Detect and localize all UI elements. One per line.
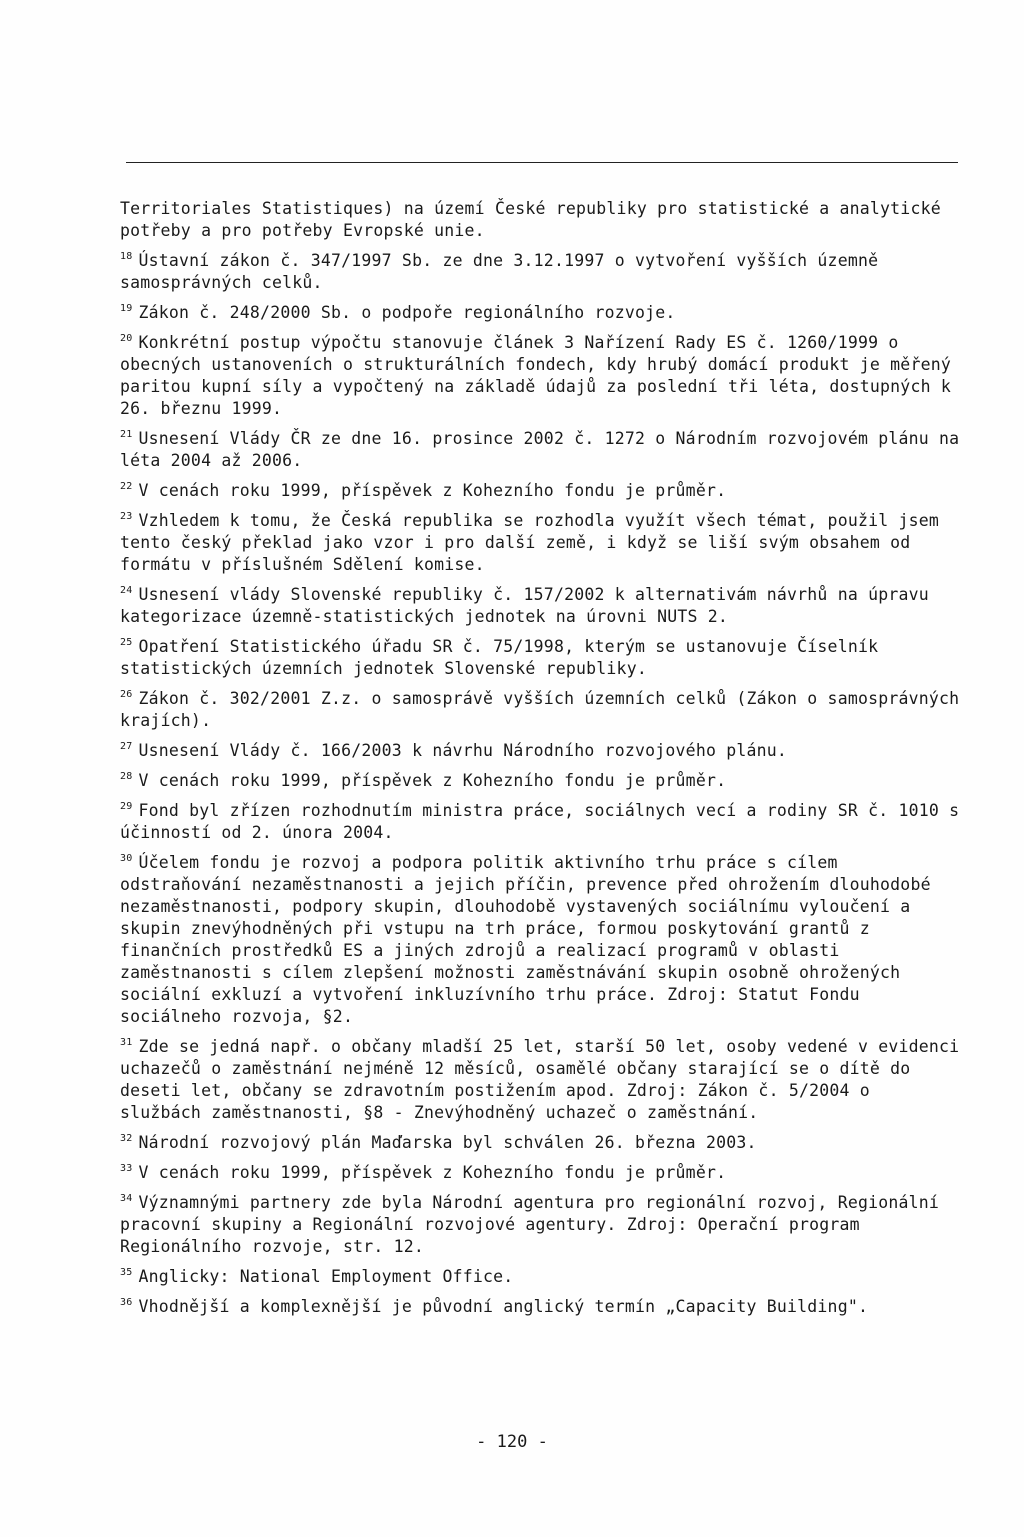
footnote-18: $^{18}$ Ústavní zákon č. 347/1997 Sb. ze dne 3.12.1997 o vytvoření vyšších územně samosprávných celků.: [120, 251, 879, 292]
footnote-continuation: Territoriales Statistiques) na území České republiky pro statistické a analytické potřeby a pro potřeby Evropské unie.: [120, 199, 941, 240]
footnote-20: $^{20}$ Konkrétní postup výpočtu stanovuje článek 3 Nařízení Rady ES č. 1260/1999 o obecných ustanoveních o strukturálních fondech, kdy hrubý domácí produkt je měřený paritou kupní síly a vypočtený na základě údajů za poslední tři léta, dostupných k 26. březnu 1999.: [120, 333, 951, 418]
footnote-34: $^{34}$ Významnými partnery zde byla Národní agentura pro regionální rozvoj, Regionální pracovní skupiny a Regionální rozvojové agentury. Zdroj: Operační program Regionálního rozvoje, str. 12.: [120, 1193, 940, 1256]
footnote-31: $^{31}$ Zde se jedná např. o občany mladší 25 let, starší 50 let, osoby vedené v evidenci uchazečů o zaměstnání nejméně 12 měsíců, osamělé občany starající se o dítě do deseti let, občany se zdravotním postižením apod. Zdroj: Zákon č. 5/2004 o službách zaměstnanosti, §8 - Znevýhodněný uchazeč o zaměstnání.: [120, 1037, 960, 1122]
footnote-35: $^{35}$ Anglicky: National Employment Office.: [120, 1267, 514, 1286]
footnote-28: $^{28}$ V cenách roku 1999, příspěvek z Kohezního fondu je průměr.: [120, 771, 727, 790]
footnote-33: $^{33}$ V cenách roku 1999, příspěvek z Kohezního fondu je průměr.: [120, 1163, 727, 1182]
page-number: - 120 -: [476, 1432, 548, 1452]
footnote-24: $^{24}$ Usnesení vlády Slovenské republiky č. 157/2002 k alternativám návrhů na úpravu kategorizace územně-statistických jednotek na úrovni NUTS 2.: [120, 585, 929, 626]
footnote-30: $^{30}$ Účelem fondu je rozvoj a podpora politik aktivního trhu práce s cílem odstraňování nezaměstnanosti a jejich příčin, prevence před ohrožením dlouhodobé nezaměstnanosti, podpory skupin, dlouhodobě vystavených sociálnímu vyloučení a skupin znevýhodněných při vstupu na trh práce, formou poskytování grantů z finančních prostředků ES a jiných zdrojů a realizací programů v oblasti zaměstnanosti s cílem zlepšení možnosti zaměstnávání skupin osobně ohrožených sociální exkluzí a vytvoření inkluzívního trhu práce. Zdroj: Statut Fondu sociálneho rozvoja, §2.: [120, 853, 931, 1026]
footnotes: [120, 198, 960, 1326]
footnote-32: $^{32}$ Národní rozvojový plán Maďarska byl schválen 26. března 2003.: [120, 1133, 757, 1152]
footnote-29: $^{29}$ Fond byl zřízen rozhodnutím ministra práce, sociálnych vecí a rodiny SR č. 1010 s účinností od 2. února 2004.: [120, 801, 960, 842]
footnote-23: $^{23}$ Vzhledem k tomu, že Česká republika se rozhodla využít všech témat, použil jsem tento český překlad jako vzor i pro další země, i když se liší svým obsahem od formátu v příslušném Sdělení komise.: [120, 511, 940, 574]
footnote-36: $^{36}$ Vhodnější a komplexnější je původní anglický termín „Capacity Building".: [120, 1297, 869, 1316]
footnote-22: $^{22}$ V cenách roku 1999, příspěvek z Kohezního fondu je průměr.: [120, 481, 727, 500]
footnote-27: $^{27}$ Usnesení Vlády č. 166/2003 k návrhu Národního rozvojového plánu.: [120, 741, 788, 760]
footnote-25: $^{25}$ Opatření Statistického úřadu SR č. 75/1998, kterým se ustanovuje Číselník statistických územních jednotek Slovenské republiky.: [120, 637, 879, 678]
footnote-26: $^{26}$ Zákon č. 302/2001 Z.z. o samosprávě vyšších územních celků (Zákon o samosprávných krajích).: [120, 689, 960, 730]
footnote-21: $^{21}$ Usnesení Vlády ČR ze dne 16. prosince 2002 č. 1272 o Národním rozvojovém plánu na léta 2004 až 2006.: [120, 429, 960, 470]
footnote-19: $^{19}$ Zákon č. 248/2000 Sb. o podpoře regionálního rozvoje.: [120, 303, 676, 322]
footnote-separator: [126, 162, 958, 163]
